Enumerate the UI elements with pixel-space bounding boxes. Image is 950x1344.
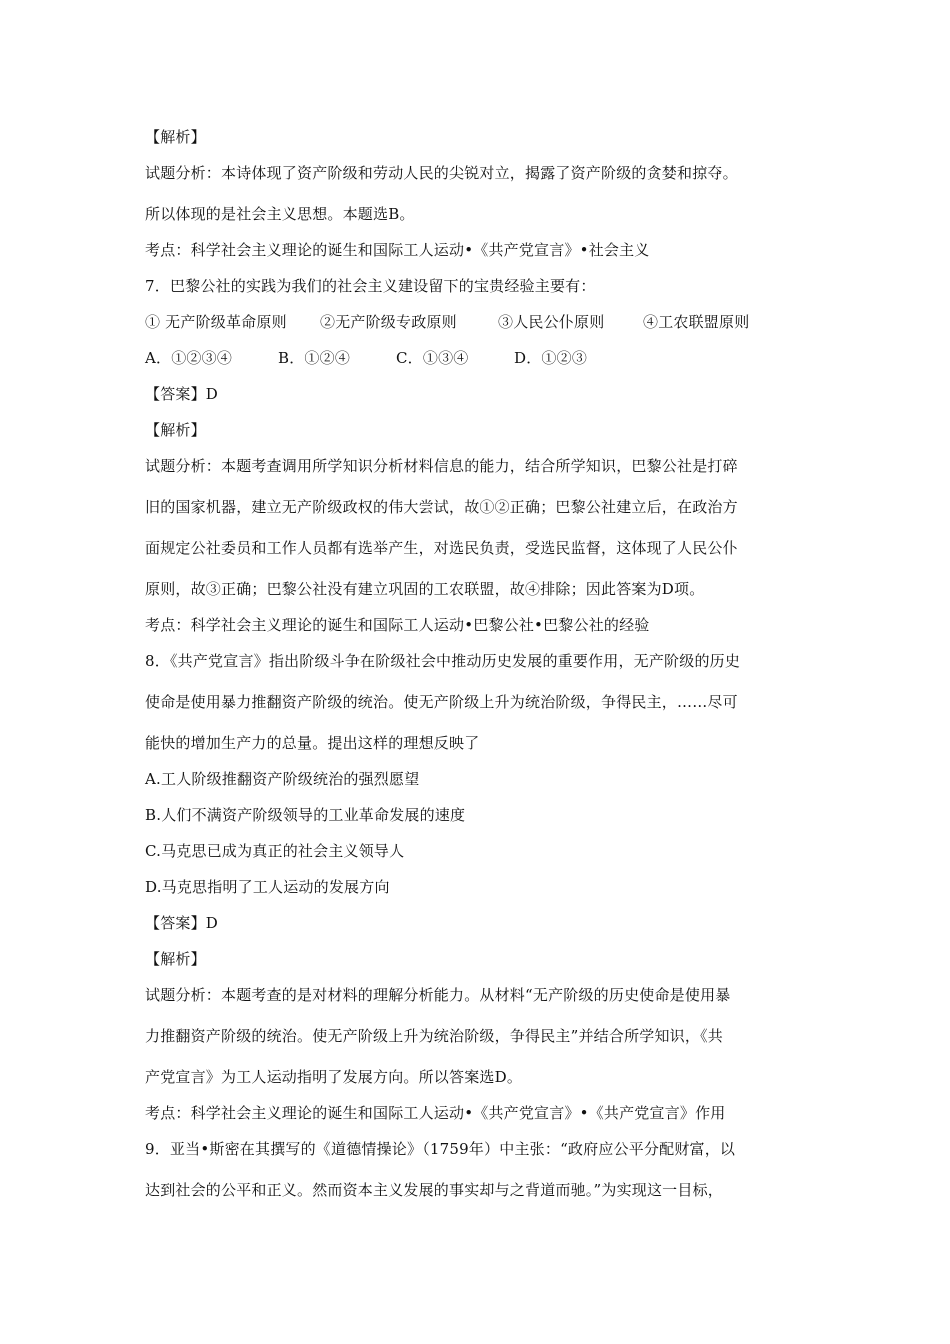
q8-analysis-line-3: 产党宣言》为工人运动指明了发展方向。所以答案选D。 [145,1068,523,1086]
q7-stem: 7．巴黎公社的实践为我们的社会主义建设留下的宝贵经验主要有： [145,277,596,295]
q7-answer: 【答案】D [145,385,219,403]
q6-analysis-line-2: 所以体现的是社会主义思想。本题选B。 [145,205,415,223]
q7-item-1: ① 无产阶级革命原则 [145,313,287,331]
q8-choice-d: D.马克思指明了工人运动的发展方向 [145,878,390,896]
q7-analysis-label: 【解析】 [145,421,206,439]
q8-analysis-line-2: 力推翻资产阶级的统治。使无产阶级上升为统治阶级，争得民主”并结合所学知识，《共 [145,1027,723,1045]
q8-choice-c: C.马克思已成为真正的社会主义领导人 [145,842,405,860]
q8-stem-line-1: 8．《共产党宣言》指出阶级斗争在阶级社会中推动历史发展的重要作用，无产阶级的历史 [145,652,741,670]
q8-knowledge-point: 考点：科学社会主义理论的诞生和国际工人运动•《共产党宣言》•《共产党宣言》作用 [145,1104,726,1122]
q8-analysis-label: 【解析】 [145,950,206,968]
q8-stem-line-2: 使命是使用暴力推翻资产阶级的统治。使无产阶级上升为统治阶级，争得民主，……尽可 [145,693,738,711]
q7-knowledge-point: 考点：科学社会主义理论的诞生和国际工人运动•巴黎公社•巴黎公社的经验 [145,616,650,634]
q8-choice-a: A.工人阶级推翻资产阶级统治的强烈愿望 [145,770,420,788]
q7-choice-d: D．①②③ [514,349,588,367]
q7-analysis-line-3: 面规定公社委员和工作人员都有选举产生，对选民负责，受选民监督，这体现了人民公仆 [145,539,738,557]
q9-stem-line-1: 9．亚当•斯密在其撰写的《道德情操论》（1759年）中主张：“政府应公平分配财富，以 [145,1140,736,1158]
q7-analysis-line-2: 旧的国家机器，建立无产阶级政权的伟大尝试，故①②正确；巴黎公社建立后，在政治方 [145,498,738,516]
q7-choice-c: C．①③④ [396,349,469,367]
q6-analysis-line-1: 试题分析：本诗体现了资产阶级和劳动人民的尖锐对立，揭露了资产阶级的贪婪和掠夺。 [145,164,738,182]
q7-item-2: ②无产阶级专政原则 [320,313,457,331]
q8-stem-line-3: 能快的增加生产力的总量。提出这样的理想反映了 [145,734,480,752]
q7-analysis-line-4: 原则，故③正确；巴黎公社没有建立巩固的工农联盟，故④排除；因此答案为D项。 [145,580,705,598]
q7-item-3: ③人民公仆原则 [498,313,605,331]
q7-choice-b: B．①②④ [278,349,351,367]
q8-answer: 【答案】D [145,914,219,932]
q7-analysis-line-1: 试题分析：本题考查调用所学知识分析材料信息的能力，结合所学知识，巴黎公社是打碎 [145,457,738,475]
q7-items [145,312,749,332]
q9-stem-line-2: 达到社会的公平和正义。然而资本主义发展的事实却与之背道而驰。”为实现这一目标， [145,1181,723,1199]
q7-choice-a: A．①②③④ [145,349,233,367]
q7-item-4: ④工农联盟原则 [643,313,750,331]
q7-choices [145,348,587,368]
q6-analysis-label: 【解析】 [145,128,206,146]
q8-analysis-line-1: 试题分析：本题考查的是对材料的理解分析能力。从材料“无产阶级的历史使命是使用暴 [145,986,731,1004]
q6-knowledge-point: 考点：科学社会主义理论的诞生和国际工人运动•《共产党宣言》•社会主义 [145,241,650,259]
q8-choice-b: B.人们不满资产阶级领导的工业革命发展的速度 [145,806,466,824]
